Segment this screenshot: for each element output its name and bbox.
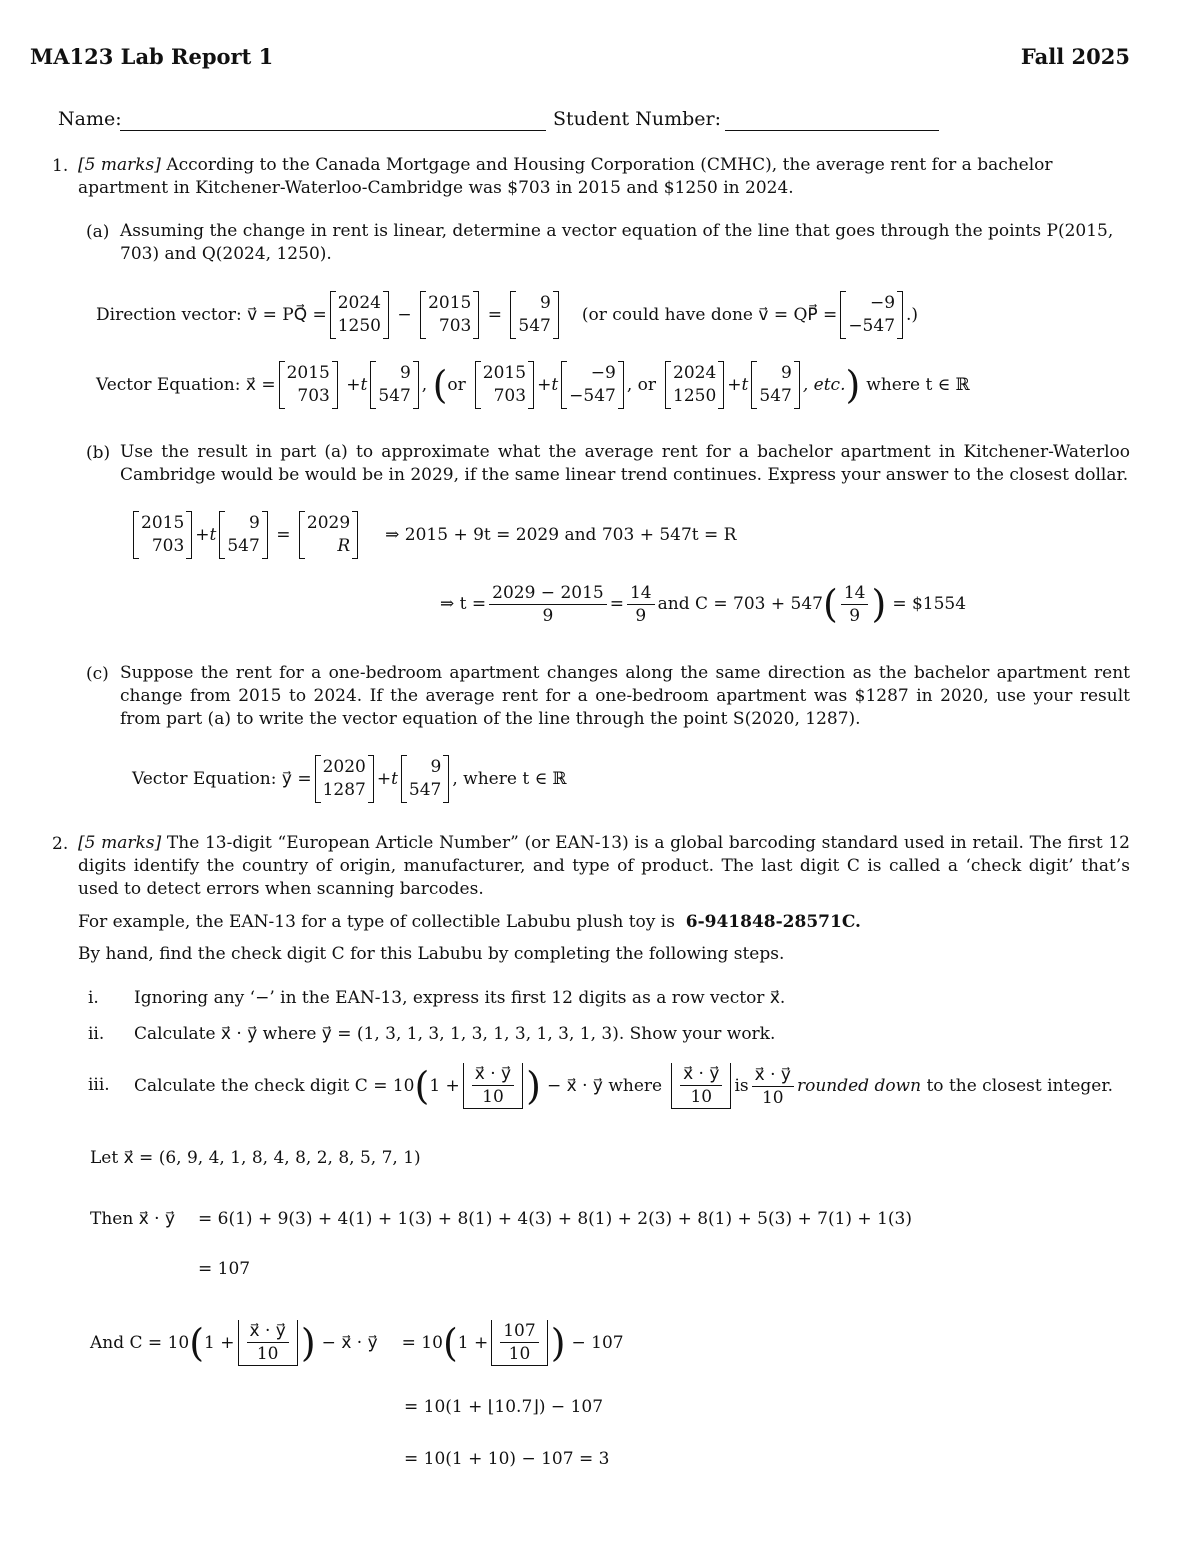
student-number-label: Student Number: [553, 108, 721, 130]
step-number: i. [88, 988, 99, 1008]
vector-equation-label: Vector Equation: x⃗ = [96, 375, 276, 395]
q1a-text: Assuming the change in rent is linear, determine a vector equation of the line that goes through the points P(2015, 703) and Q(2024, 1250). [120, 221, 1114, 264]
q2-instructions: By hand, find the check digit C for this Labubu by completing the following steps. [78, 944, 785, 964]
direction-vector-line: Direction vector: v⃗ = PQ⃗ = 2024 1250 − 2015 703 = 9 547 (or could have done v⃗ = QP⃗ = −9 −547 .) [96, 290, 918, 340]
c-vector-equation-label: Vector Equation: y⃗ = [132, 769, 312, 789]
alt-direction-text: (or could have done v⃗ = QP⃗ = [581, 305, 838, 325]
dot-product-result: = 107 [198, 1259, 251, 1279]
course-title: MA123 Lab Report 1 [30, 44, 274, 69]
c-equation-line: Vector Equation: y⃗ = 2020 1287 +t 9 547 , where t ∈ ℝ [132, 754, 567, 804]
q2-intro-text: The 13-digit “European Article Number” (or EAN-13) is a global barcoding standard used in retail. The first 12 digits identify the country of origin, manufacturer, and type of product. The last digit C is called a ‘check digit’ that’s used to detect errors when scanning barcodes. [78, 833, 1130, 899]
matrix: 9 547 [370, 361, 418, 409]
q1b-label: (b) [86, 443, 111, 463]
q2-example: For example, the EAN-13 for a type of collectible Labubu plush toy is 6-941848-28571C. [78, 912, 861, 932]
matrix: 2024 1250 [665, 361, 724, 409]
q2-marks: [5 marks] [78, 833, 162, 853]
then-label: Then x⃗ · y⃗ [90, 1209, 176, 1229]
step-text: Calculate x⃗ · y⃗ where y⃗ = (1, 3, 1, 3, 1, 3, 1, 3, 1, 3, 1, 3). Show your work. [134, 1024, 776, 1044]
q1-intro [78, 154, 1130, 200]
name-label: Name: [58, 108, 122, 130]
fraction: $\frac{2029 - 2015}{9}$ [489, 582, 607, 627]
matrix: 2015 703 [475, 361, 534, 409]
q1c-label: (c) [86, 664, 109, 684]
step-number: iii. [88, 1075, 110, 1095]
matrix: 2015 703 [279, 361, 338, 409]
matrix: 9 547 [401, 755, 449, 803]
direction-label: Direction vector: v⃗ = PQ⃗ = [96, 305, 327, 325]
q2-number: 2. [52, 834, 69, 854]
q1-intro-text: According to the Canada Mortgage and Housing Corporation (CMHC), the average rent for a bachelor apartment in Kitchener-Waterloo-Cambridge was $703 in 2015 and $1250 in 2024. [78, 155, 1053, 198]
b-implication-1: ⇒ 2015 + 9t = 2029 and 703 + 547t = R [385, 525, 737, 545]
matrix: −9 −547 [840, 291, 903, 339]
rent-result: = $1554 [892, 594, 967, 614]
term-label: Fall 2025 [1020, 44, 1130, 69]
q2-intro [78, 832, 1130, 901]
b-solution-line: ⇒ t = $\frac{2029 - 2015}{9}$ = $\frac{14}{9}$ and C = 703 + 547 ( $\frac{14}{9}$ ) = $1554 [440, 582, 967, 626]
matrix: 9 547 [510, 291, 558, 339]
matrix: 9 547 [751, 361, 799, 409]
name-field[interactable] [120, 130, 546, 131]
q1b-text: Use the result in part (a) to approximate what the average rent for a bachelor apartment in Kitchener-Waterloo Cambridge would be would be in 2029, if the same linear trend continues. Express your answer to the closest dollar. [120, 442, 1130, 485]
q1c-text: Suppose the rent for a one-bedroom apartment changes along the same direction as the bachelor apartment rent change from 2015 to 2024. If the average rent for a one-bedroom apartment was $1287 in 2020, use your result from part (a) to write the vector equation of the line through the point S(2020, 1287). [120, 663, 1130, 729]
matrix: 9 547 [219, 511, 267, 559]
matrix: 2015 703 [133, 511, 192, 559]
student-number-field[interactable] [725, 130, 939, 131]
check-digit-line-1: And C = 10 ( 1 + $\frac{x⃗ \cdot y⃗}{10}$ ) − x⃗ · y⃗ = 10 ( 1 + $\frac{107}{10}$ ) − 107 [90, 1321, 624, 1365]
step-number: ii. [88, 1024, 105, 1044]
ean-code: 6-941848-28571C. [685, 912, 861, 932]
matrix: −9 −547 [561, 361, 624, 409]
fraction: $\frac{14}{9}$ [627, 582, 655, 627]
step-text: Calculate the check digit C = 10 ( 1 + $\frac{x⃗ \cdot y⃗}{10}$ ) − x⃗ · y⃗ where $\frac{x⃗ \cdot y⃗}{10}$ is $\frac{x⃗ \cdot y⃗}{10}$ rounded down to the closest integer. [134, 1064, 1114, 1108]
q1-marks: [5 marks] [78, 155, 161, 175]
dot-product-expansion: = 6(1) + 9(3) + 4(1) + 1(3) + 8(1) + 4(3) + 8(1) + 2(3) + 8(1) + 5(3) + 7(1) + 1(3) [198, 1209, 912, 1229]
step-text: Ignoring any ‘−’ in the EAN-13, express its first 12 digits as a row vector x⃗. [134, 988, 786, 1008]
fraction: $\frac{14}{9}$ [841, 582, 869, 627]
q1-number: 1. [52, 156, 69, 176]
matrix: 2024 1250 [330, 291, 389, 339]
vector-equation-line: Vector Equation: x⃗ = 2015 703 +t 9 547 , ( or 2015 703 +t −9 −547 , or 2024 1250 +t 9 547 , etc. ) where t ∈ ℝ [96, 363, 970, 407]
matrix: 2020 1287 [315, 755, 374, 803]
let-statement: Let x⃗ = (6, 9, 4, 1, 8, 4, 8, 2, 8, 5, 7, 1) [90, 1148, 421, 1168]
b-equation-line: 2015 703 +t 9 547 = 2029 R ⇒ 2015 + 9t = 2029 and 703 + 547t = R [130, 510, 736, 560]
check-digit-line-2: = 10(1 + ⌊10.7⌋) − 107 [404, 1397, 604, 1417]
where-clause: where t ∈ ℝ [866, 375, 970, 395]
matrix: 2015 703 [420, 291, 479, 339]
q1a-label: (a) [86, 222, 110, 242]
check-digit-line-3: = 10(1 + 10) − 107 = 3 [404, 1449, 610, 1469]
matrix: 2029 R [299, 511, 358, 559]
